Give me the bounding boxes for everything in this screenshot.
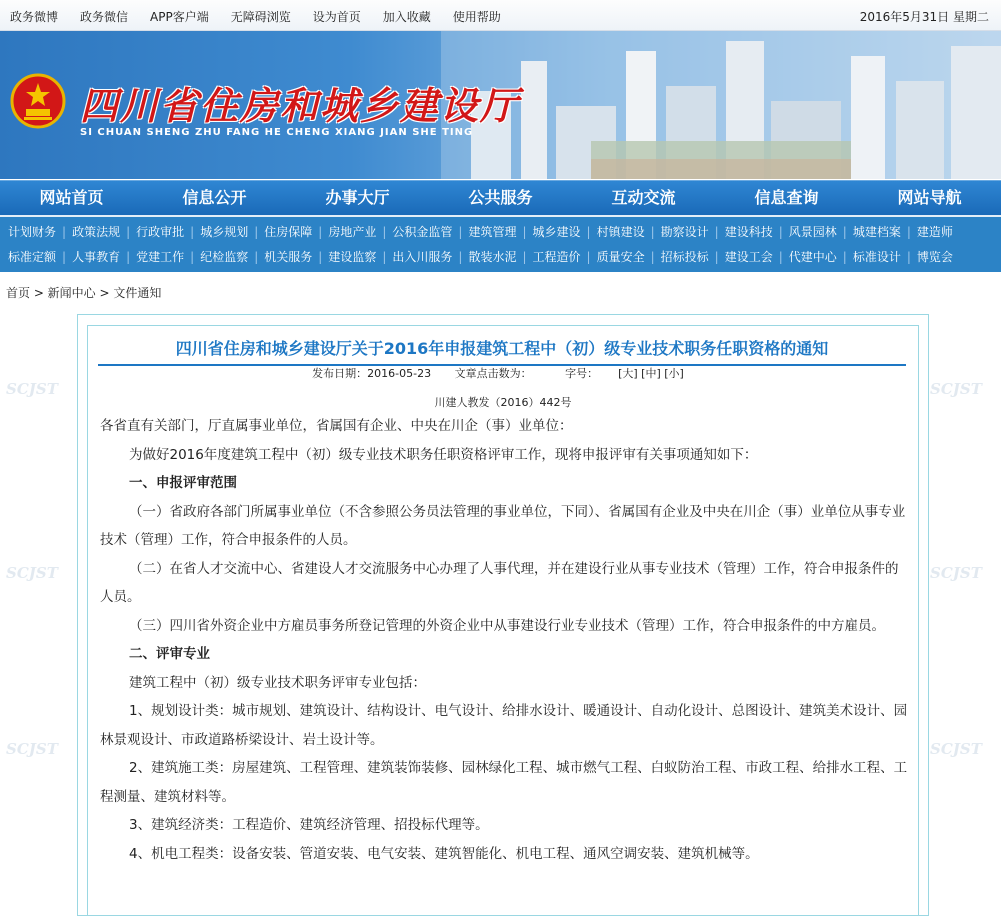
sub-nav-row-1 — [0, 223, 1001, 245]
sub-nav-separator: | — [62, 250, 67, 264]
sub-nav-item[interactable]: 风景园林 — [788, 225, 837, 239]
sub-nav-separator: | — [382, 225, 387, 239]
sub-nav-item[interactable]: 出入川服务 — [392, 250, 453, 264]
sub-nav-separator: | — [126, 225, 131, 239]
sub-nav-item[interactable]: 纪检监察 — [200, 250, 249, 264]
sub-nav-item[interactable]: 城乡规划 — [200, 225, 249, 239]
sub-nav-item[interactable]: 代建中心 — [788, 250, 837, 264]
top-link-help[interactable]: 使用帮助 — [452, 10, 501, 24]
nav-public-service[interactable]: 公共服务 — [468, 188, 533, 207]
font-size-control — [555, 367, 694, 380]
nav-site-map[interactable]: 网站导航 — [897, 188, 962, 207]
nav-info-query[interactable]: 信息查询 — [754, 188, 819, 207]
top-link-wechat[interactable]: 政务微信 — [80, 10, 129, 24]
sub-nav-separator: | — [778, 250, 783, 264]
sub-nav-item[interactable]: 标准定额 — [8, 250, 57, 264]
click-count: 文章点击数为： — [454, 367, 532, 380]
sub-nav-item[interactable]: 勘察设计 — [660, 225, 709, 239]
top-link-favorite[interactable]: 加入收藏 — [382, 10, 431, 24]
sub-nav-separator: | — [586, 225, 591, 239]
sub-nav-separator: | — [254, 225, 259, 239]
sub-nav-separator: | — [318, 225, 323, 239]
top-link-weibo[interactable]: 政务微博 — [10, 10, 59, 24]
sub-nav-item[interactable]: 计划财务 — [8, 225, 57, 239]
national-emblem-icon — [10, 73, 66, 129]
article-paragraph: （一）省政府各部门所属事业单位（不含参照公务员法管理的事业单位，下同）、省属国有企业及中央在川企（事）业单位从事专业技术（管理）工作，符合申报条件的人员。 — [100, 503, 906, 548]
watermark-right-1: SCJST — [930, 380, 982, 398]
section-heading: 一、申报评审范围 — [129, 475, 237, 491]
nav-home[interactable]: 网站首页 — [39, 188, 104, 207]
sub-nav-row-2 — [0, 248, 1001, 270]
sub-nav-separator: | — [650, 225, 655, 239]
sub-nav-item[interactable]: 城建档案 — [852, 225, 901, 239]
article-body — [100, 412, 908, 868]
sub-nav-separator: | — [842, 250, 847, 264]
article-paragraph: 为做好2016年度建筑工程中（初）级专业技术职务任职资格评审工作，现将申报评审有关事项通知如下： — [129, 446, 758, 463]
document-number: 川建人教发（2016）442号 — [434, 396, 572, 409]
sub-nav-separator: | — [522, 250, 527, 264]
sub-nav-item[interactable]: 住房保障 — [264, 225, 313, 239]
article-paragraph: 各省直有关部门，厅直属事业单位，省属国有企业、中央在川企（事）业单位： — [100, 418, 573, 434]
current-date: 2016年5月31日 星期二 — [859, 10, 989, 24]
article-paragraph: （二）在省人才交流中心、省建设人才交流服务中心办理了人事代理，并在建设行业从事专业技术（管理）工作，符合申报条件的人员。 — [100, 560, 899, 605]
sub-nav-item[interactable]: 城乡建设 — [532, 225, 581, 239]
article-paragraph: 2、建筑施工类：房屋建筑、工程管理、建筑装饰装修、园林绿化工程、城市燃气工程、白蚁防治工程、市政工程、给排水工程、工程测量、建筑材料等。 — [100, 760, 908, 805]
article-frame — [87, 325, 919, 916]
sub-nav-item[interactable]: 人事教育 — [72, 250, 121, 264]
top-link-app[interactable]: APP客户端 — [150, 10, 209, 24]
city-skyline-image — [441, 31, 1001, 179]
watermark-left-1: SCJST — [6, 380, 58, 398]
sub-nav-separator: | — [458, 250, 463, 264]
sub-nav-item[interactable]: 质量安全 — [596, 250, 645, 264]
sub-nav-separator: | — [906, 250, 911, 264]
watermark-left-3: SCJST — [6, 740, 58, 758]
sub-nav-item[interactable]: 村镇建设 — [596, 225, 645, 239]
article-paragraph: 3、建筑经济类：工程造价、建筑经济管理、招投标代理等。 — [129, 817, 489, 833]
publish-date: 发布日期：2016-05-23 — [312, 367, 432, 380]
sub-nav-item[interactable]: 房地产业 — [328, 225, 377, 239]
sub-nav-separator: | — [778, 225, 783, 239]
sub-nav-separator: | — [190, 225, 195, 239]
sub-nav-separator: | — [906, 225, 911, 239]
article-panel — [77, 314, 929, 916]
sub-nav-item[interactable]: 标准设计 — [852, 250, 901, 264]
sub-nav-item[interactable]: 建设监察 — [328, 250, 377, 264]
site-title-cn: 四川省住房和城乡建设厅 — [80, 83, 521, 128]
section-heading: 二、评审专业 — [129, 646, 210, 662]
font-size-label: 字号： — [565, 367, 599, 380]
sub-nav — [0, 215, 1001, 272]
top-link-accessibility[interactable]: 无障碍浏览 — [230, 10, 291, 24]
nav-service-hall[interactable]: 办事大厅 — [325, 188, 390, 207]
article-paragraph: （三）四川省外资企业中方雇员事务所登记管理的外资企业中从事建设行业专业技术（管理）工作，符合申报条件的中方雇员。 — [129, 617, 885, 634]
sub-nav-item[interactable]: 建设工会 — [724, 250, 773, 264]
sub-nav-item[interactable]: 行政审批 — [136, 225, 185, 239]
article-title: 四川省住房和城乡建设厅关于2016年申报建筑工程中（初）级专业技术职务任职资格的通知 — [98, 336, 906, 366]
sub-nav-item[interactable]: 散装水泥 — [468, 250, 517, 264]
sub-nav-separator: | — [714, 225, 719, 239]
sub-nav-separator: | — [650, 250, 655, 264]
sub-nav-separator: | — [714, 250, 719, 264]
article-meta — [88, 365, 918, 381]
site-title-en: SI CHUAN SHENG ZHU FANG HE CHENG XIANG JIAN SHE TING — [80, 127, 474, 138]
sub-nav-item[interactable]: 机关服务 — [264, 250, 313, 264]
article-paragraph: 建筑工程中（初）级专业技术职务评审专业包括： — [129, 674, 426, 691]
top-bar — [0, 0, 1001, 31]
sub-nav-separator: | — [126, 250, 131, 264]
sub-nav-separator: | — [458, 225, 463, 239]
sub-nav-item[interactable]: 党建工作 — [136, 250, 185, 264]
sub-nav-item[interactable]: 建造师 — [916, 225, 953, 239]
site-banner — [0, 31, 1001, 179]
article-paragraph: 1、规划设计类：城市规划、建筑设计、结构设计、电气设计、给排水设计、暖通设计、自动化设计、总图设计、建筑美术设计、园林景观设计、市政道路桥梁设计、岩土设计等。 — [100, 703, 908, 748]
nav-info-disclosure[interactable]: 信息公开 — [182, 188, 247, 207]
sub-nav-item[interactable]: 公积金监管 — [392, 225, 453, 239]
top-link-set-homepage[interactable]: 设为首页 — [312, 10, 361, 24]
sub-nav-item[interactable]: 招标投标 — [660, 250, 709, 264]
sub-nav-item[interactable]: 工程造价 — [532, 250, 581, 264]
nav-interaction[interactable]: 互动交流 — [611, 188, 676, 207]
top-links — [10, 8, 523, 25]
watermark-right-2: SCJST — [930, 564, 982, 582]
sub-nav-separator: | — [190, 250, 195, 264]
breadcrumb[interactable]: 首页 > 新闻中心 > 文件通知 — [6, 286, 162, 300]
sub-nav-item[interactable]: 政策法规 — [72, 225, 121, 239]
sub-nav-separator: | — [62, 225, 67, 239]
article-paragraph: 4、机电工程类：设备安装、管道安装、电气安装、建筑智能化、机电工程、通风空调安装、建筑机械等。 — [129, 845, 759, 862]
watermark-left-2: SCJST — [6, 564, 58, 582]
sub-nav-separator: | — [522, 225, 527, 239]
sub-nav-item[interactable]: 博览会 — [916, 250, 953, 264]
sub-nav-separator: | — [842, 225, 847, 239]
main-nav — [0, 180, 1001, 215]
sub-nav-item[interactable]: 建筑管理 — [468, 225, 517, 239]
watermark-right-3: SCJST — [930, 740, 982, 758]
sub-nav-separator: | — [318, 250, 323, 264]
font-size-options[interactable]: [大] [中] [小] — [618, 367, 684, 380]
sub-nav-separator: | — [254, 250, 259, 264]
sub-nav-item[interactable]: 建设科技 — [724, 225, 773, 239]
sub-nav-separator: | — [382, 250, 387, 264]
sub-nav-separator: | — [586, 250, 591, 264]
